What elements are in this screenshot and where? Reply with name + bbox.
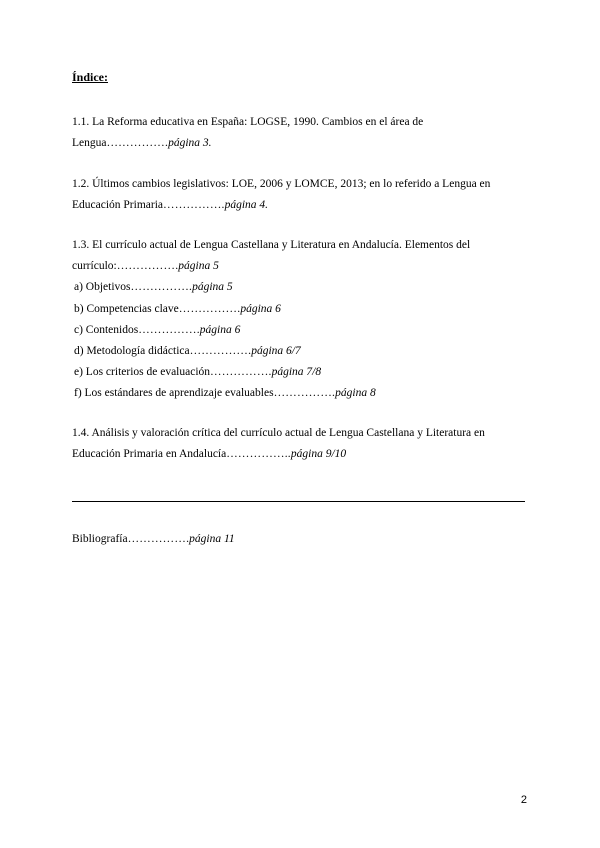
toc-page-ref: página 6: [199, 324, 241, 336]
toc-subitem-text: c) Contenidos: [74, 324, 139, 336]
toc-dots: …………….: [127, 533, 190, 545]
toc-dots: …………….: [138, 324, 200, 336]
toc-subitem-a: [74, 277, 233, 298]
horizontal-rule: [72, 501, 525, 502]
toc-entry-text: Bibliografía: [72, 533, 128, 545]
toc-page-ref: página 6: [240, 303, 281, 315]
toc-page-ref: página 8: [335, 387, 376, 399]
toc-page-ref: página 5: [178, 260, 219, 272]
toc-dots: …………….: [273, 387, 336, 399]
toc-page-ref: página 7/8: [271, 366, 322, 378]
toc-subitem-b: [74, 299, 281, 320]
toc-subitem-f: [74, 383, 376, 404]
toc-dots: …………….: [189, 345, 252, 357]
toc-entry-text: 1.4. Análisis y valoración crítica del currículo actual de Lengua Castellana y Literatura en Educación Primaria en Andalucía: [72, 427, 485, 460]
toc-entry-bibliography: [72, 529, 527, 550]
toc-page-ref: página 5: [192, 281, 233, 293]
toc-page-ref: página 9/10: [290, 448, 347, 460]
page-number: 2: [520, 794, 527, 806]
toc-subitem-c: [74, 320, 240, 341]
toc-subitem-text: a) Objetivos: [74, 281, 131, 293]
toc-entry-text: 1.3. El currículo actual de Lengua Castellana y Literatura en Andalucía. Elementos del currículo:: [72, 239, 471, 272]
toc-dots: …………….: [210, 366, 272, 378]
toc-dots: …………….: [106, 137, 169, 149]
toc-subitem-text: f) Los estándares de aprendizaje evaluables: [74, 387, 274, 399]
toc-subitem-text: e) Los criterios de evaluación: [74, 366, 211, 378]
toc-entry-text: 1.1. La Reforma educativa en España: LOGSE, 1990. Cambios en el área de Lengua: [72, 116, 424, 149]
toc-page-ref: página 3.: [168, 137, 212, 149]
toc-entry-1-4: [72, 423, 527, 465]
page-title: Índice:: [72, 70, 108, 84]
toc-entry-1-3: [72, 235, 527, 277]
toc-dots: …………….: [130, 281, 193, 293]
toc-page-ref: página 6/7: [251, 345, 301, 357]
toc-dots: …………….: [163, 199, 225, 211]
toc-page-ref: página 11: [189, 533, 235, 545]
toc-entry-1-2: [72, 174, 527, 216]
toc-dots: …………….: [116, 260, 179, 272]
toc-dots: …………….: [178, 303, 241, 315]
toc-entry-1-1: [72, 112, 527, 154]
toc-subitem-text: b) Competencias clave: [74, 303, 179, 315]
toc-subitem-e: [74, 362, 321, 383]
toc-dots: ……………..: [226, 448, 291, 460]
toc-page-ref: página 4.: [224, 199, 269, 211]
toc-entry-text: 1.2. Últimos cambios legislativos: LOE, 2006 y LOMCE, 2013; en lo referido a Lengua en Educación Primaria: [72, 178, 491, 211]
toc-subitem-text: d) Metodología didáctica: [74, 345, 190, 357]
toc-subitem-d: [74, 341, 301, 362]
